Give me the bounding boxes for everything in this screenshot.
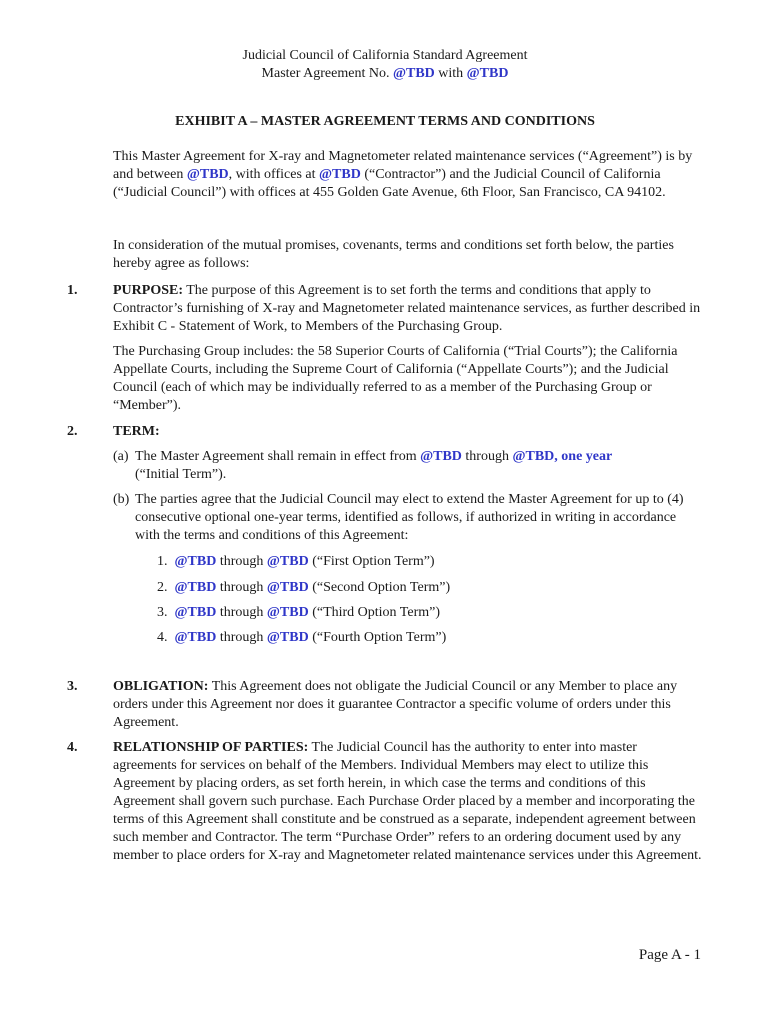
option-term-item: 3. @TBD through @TBD (“Third Option Term”) [157, 605, 441, 620]
section-relationship: RELATIONSHIP OF PARTIES: The Judicial Council has the authority to enter into master agreements for services on behalf of the Members. Individual Members may elect to utilize this Agreement by placing orders, as set forth herein, in which case the terms and conditions of this Agreement shall govern such purchase. Each Purchase Order placed by a member and incorporating the terms of this Agreement shall constitute and be construed as a separate, independent agreement between such member and Contractor. The term “Purchase Order” refers to an ordering document used by any member to place orders for X-ray and Magnetometer related maintenance services under this Agreement. [113, 740, 702, 863]
header-title: Judicial Council of California Standard Agreement [242, 48, 528, 63]
term-item-a: (a) The Master Agreement shall remain in effect from @TBD through @TBD, one year (“Initial Term”). [113, 449, 613, 482]
tbd-placeholder: @TBD [186, 167, 229, 182]
section-purpose: PURPOSE: The purpose of this Agreement is to set forth the terms and conditions that apply to Contractor’s furnishing of X-ray and Magnetometer related maintenance services, as further described in Exhibit C - Statement of Work, to Members of the Purchasing Group. [113, 283, 701, 334]
purchasing-group-paragraph: The Purchasing Group includes: the 58 Superior Courts of California (“Trial Courts”); the California Appellate Courts, including the Supreme Court of California (“Appellate Courts”); and the Judicial Council (each of which may be individually referred to as a member of the Purchasing Group or “Member”). [113, 344, 678, 413]
term-item-b: (b) The parties agree that the Judicial Council may elect to extend the Master Agreement for up to (4) consecutive optional one-year terms, identified as follows, if authorized in writing in accordance with the terms and conditions of this Agreement: [113, 492, 684, 543]
tbd-placeholder: @TBD [420, 449, 462, 464]
option-term-item: 1. @TBD through @TBD (“First Option Term”) [157, 554, 435, 569]
section-number: 3. [67, 679, 78, 694]
tbd-placeholder: @TBD [319, 167, 361, 182]
option-term-item: 2. @TBD through @TBD (“Second Option Term”) [157, 580, 451, 595]
section-number: 1. [67, 283, 78, 298]
tbd-placeholder: @TBD, one year [512, 449, 613, 464]
section-number: 2. [67, 424, 78, 439]
page-number: Page A - 1 [638, 947, 701, 963]
exhibit-title: EXHIBIT A – MASTER AGREEMENT TERMS AND CONDITIONS [175, 114, 595, 129]
header-line-1 [0, 47, 770, 65]
consideration-paragraph: In consideration of the mutual promises, covenants, terms and conditions set forth below, the parties hereby agree as follows: [113, 238, 674, 271]
tbd-placeholder: @TBD [466, 66, 509, 81]
section-obligation: OBLIGATION: This Agreement does not obligate the Judicial Council or any Member to place any orders under this Agreement nor does it guarantee Contractor a specific volume of orders under this Agreement. [113, 679, 678, 730]
intro-paragraph: This Master Agreement for X-ray and Magnetometer related maintenance services (“Agreement”) is by and between @TBD, with offices at @TBD (“Contractor”) and the Judicial Council of California (“Judicial Council”) with offices at 455 Golden Gate Avenue, 6th Floor, San Francisco, CA 94102. [113, 149, 693, 200]
option-term-item: 4. @TBD through @TBD (“Fourth Option Term”) [157, 630, 447, 645]
tbd-placeholder: @TBD [392, 66, 435, 81]
section-number: 4. [67, 740, 78, 755]
section-term-title: TERM: [113, 424, 160, 439]
header-line-2: Master Agreement No. @TBD with @TBD [261, 66, 509, 81]
